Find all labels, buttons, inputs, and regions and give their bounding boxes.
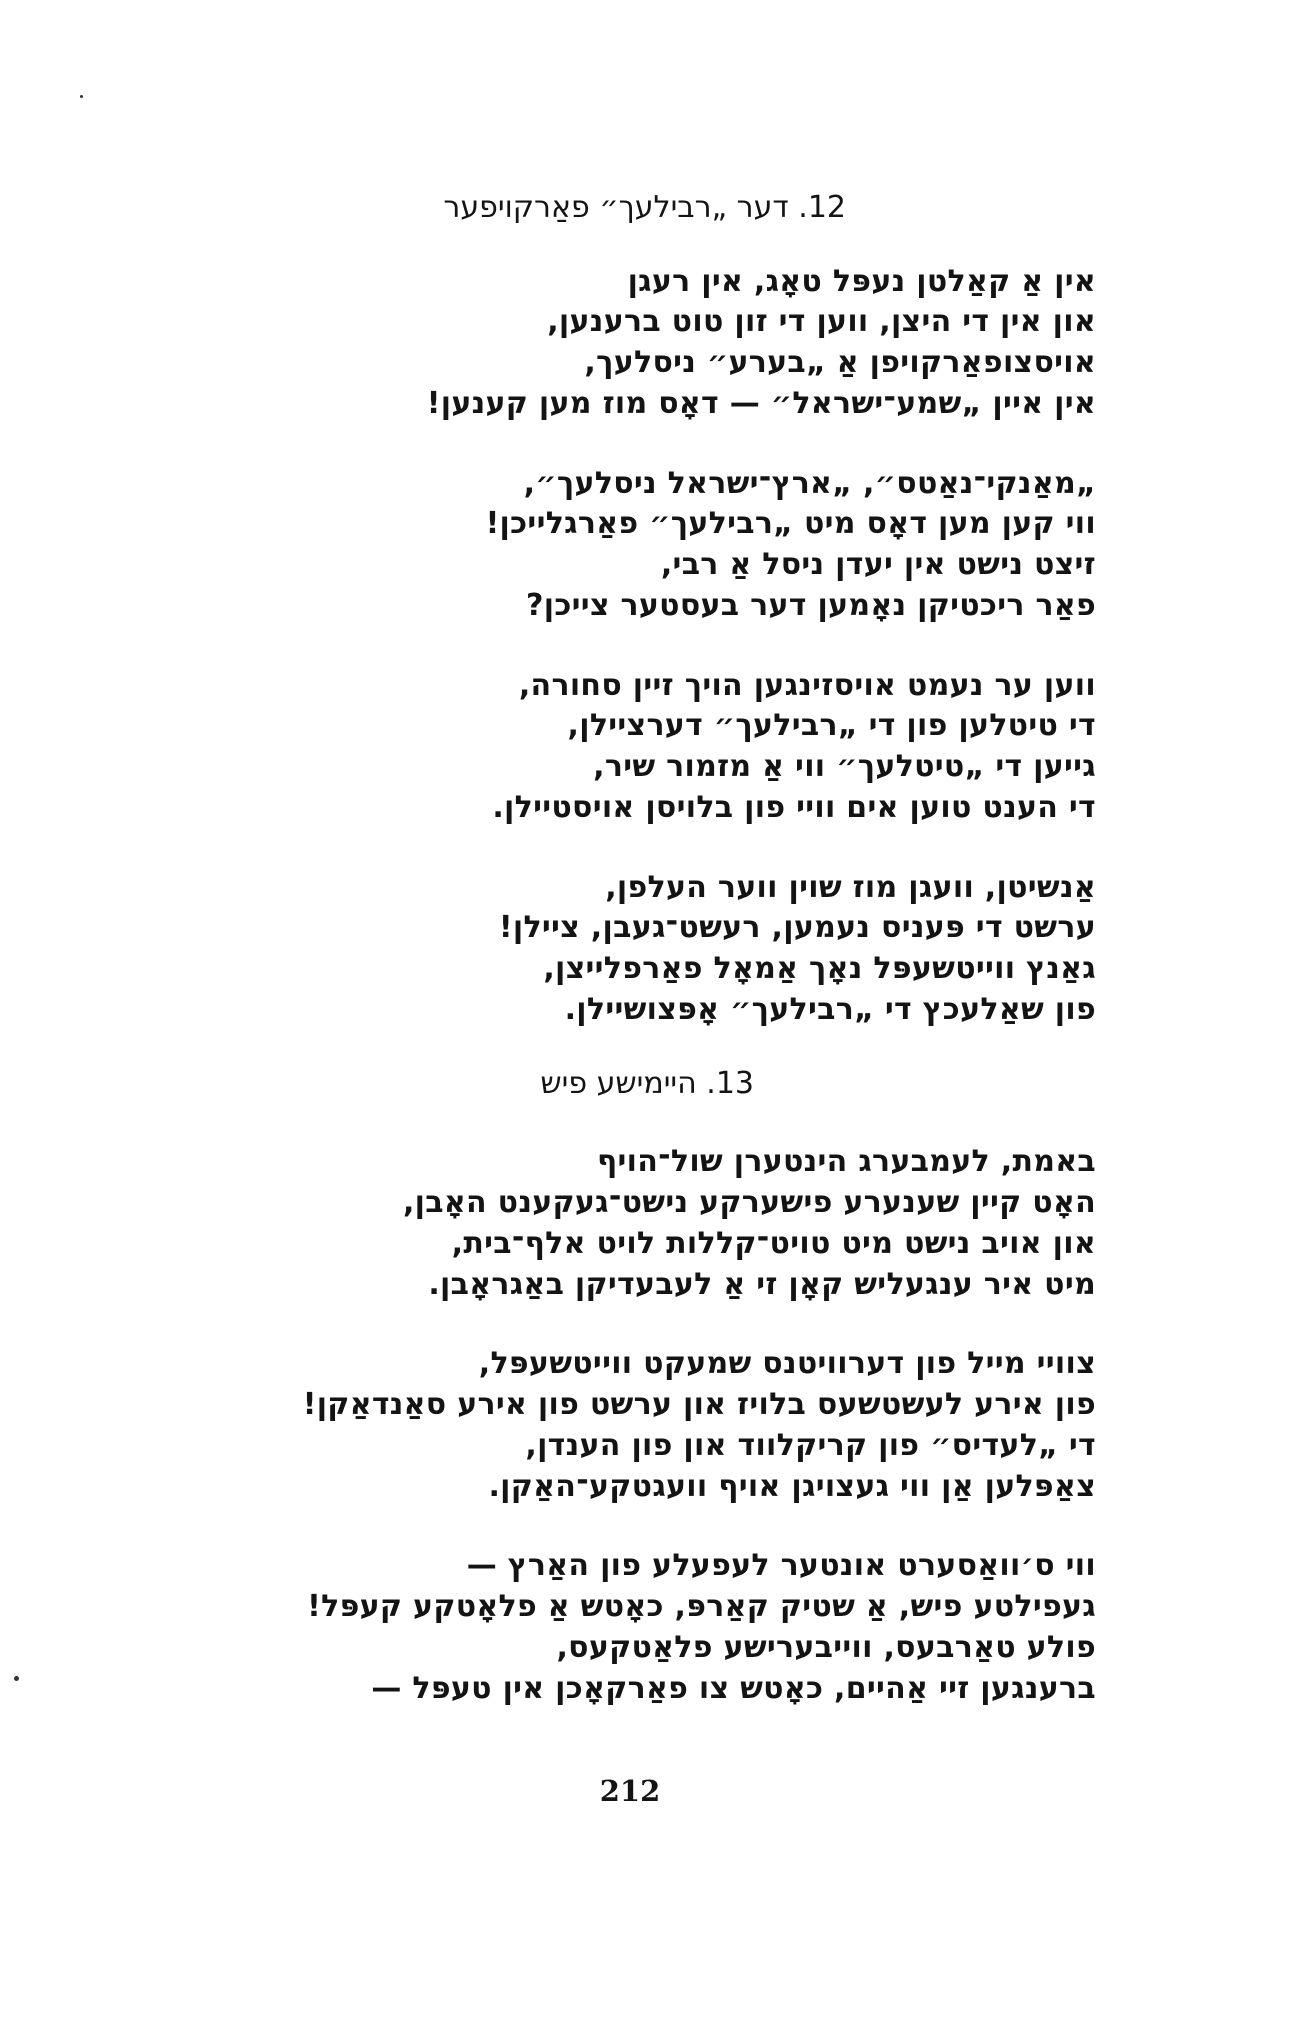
poem-line: און אין די היצן, ווען די זון טוט ברענען, <box>547 304 1096 339</box>
scan-speck <box>14 1676 19 1681</box>
poem-line: די טיטלען פון די „רבילעך״ דערציילן, <box>567 708 1096 743</box>
poem-line: פון אירע לעשטשעס בלויז און ערשט פון אירע סאַנדאַקן! <box>302 1387 1096 1422</box>
poem-line: צוויי מייל פון דערוויטנס שמעקט ווייטשעפּל, <box>478 1346 1096 1381</box>
poem-line: די „לעדיס״ פון קריקלווד און פון הענדן, <box>525 1428 1096 1463</box>
poem-line: אין אַ קאַלטן נעפּל טאָג, אין רעגן <box>627 264 1096 299</box>
poem-line: די הענט טוען אים וויי פון בלויסן אויסטיילן. <box>492 790 1096 825</box>
poem-line: פאַר ריכטיקן נאָמען דער בעסטער צייכן? <box>526 588 1096 623</box>
poem-line: ווען ער נעמט אויסזינגען הויך זיין סחורה, <box>518 668 1096 703</box>
poem-title-12: 12. דער „רבילעך״ פאַרקויפער <box>443 190 846 225</box>
poem-line: זיצט נישט אין יעדן ניסל אַ רבי, <box>660 547 1096 582</box>
poem-line: ווי ס׳וואַסערט אונטער לעפעלע פון האַרץ — <box>466 1548 1096 1583</box>
poem-title-13: 13. היימישע פיש <box>540 1066 754 1101</box>
poem-line: אַנשיטן, וועגן מוז שוין ווער העלפן, <box>605 870 1096 905</box>
page-number: 212 <box>599 1774 661 1808</box>
scan-speck <box>80 95 83 98</box>
poem-line: גאַנץ ווייטשעפּל נאָך אַמאָל פאַרפלייצן, <box>543 951 1096 986</box>
poem-line: געפילטע פיש, אַ שטיק קאַרפּ, כאָטש אַ פלאָטקע קעפּל! <box>307 1589 1096 1624</box>
poem-line: אויסצופאַרקויפן אַ „בערע״ ניסלעך, <box>584 345 1096 380</box>
poem-line: ערשט די פּעניס נעמען, רעשט־געבן, ציילן! <box>498 910 1096 945</box>
poem-line: צאַפּלען אַן ווי געצויגן אויף וועגטקע־האַקן. <box>488 1469 1096 1504</box>
poem-line: באמת, לעמבערג הינטערן שול־הויף <box>596 1144 1096 1179</box>
poem-line: מיט איר ענגעליש קאָן זי אַ לעבעדיקן באַגראָבן. <box>428 1267 1096 1302</box>
poem-line: ווי קען מען דאָס מיט „רבילעך״ פאַרגלייכן! <box>485 506 1096 541</box>
poem-line: גייען די „טיטלעך״ ווי אַ מזמור שיר, <box>593 749 1096 784</box>
poem-line: ברענגען זיי אַהיים, כאָטש צו פאַרקאָכן אין טעפּל — <box>371 1671 1096 1706</box>
poem-line: פולע טאַרבעס, ווייבערישע פלאַטקעס, <box>556 1630 1096 1665</box>
poem-line: „מאַנקי־נאַטס״, „ארץ־ישראל ניסלעך״, <box>523 466 1096 501</box>
poem-line: אין איין „שמע־ישראל״ — דאָס מוז מען קענען! <box>426 386 1096 421</box>
poem-line: האָט קיין שענערע פישערקע נישט־געקענט האָבן, <box>402 1185 1096 1220</box>
poem-line: און אויב נישט מיט טויט־קללות לויט אלף־בית, <box>451 1226 1096 1261</box>
poem-line: פון שאַלעכץ די „רבילעך״ אָפּצושיילן. <box>564 992 1096 1027</box>
